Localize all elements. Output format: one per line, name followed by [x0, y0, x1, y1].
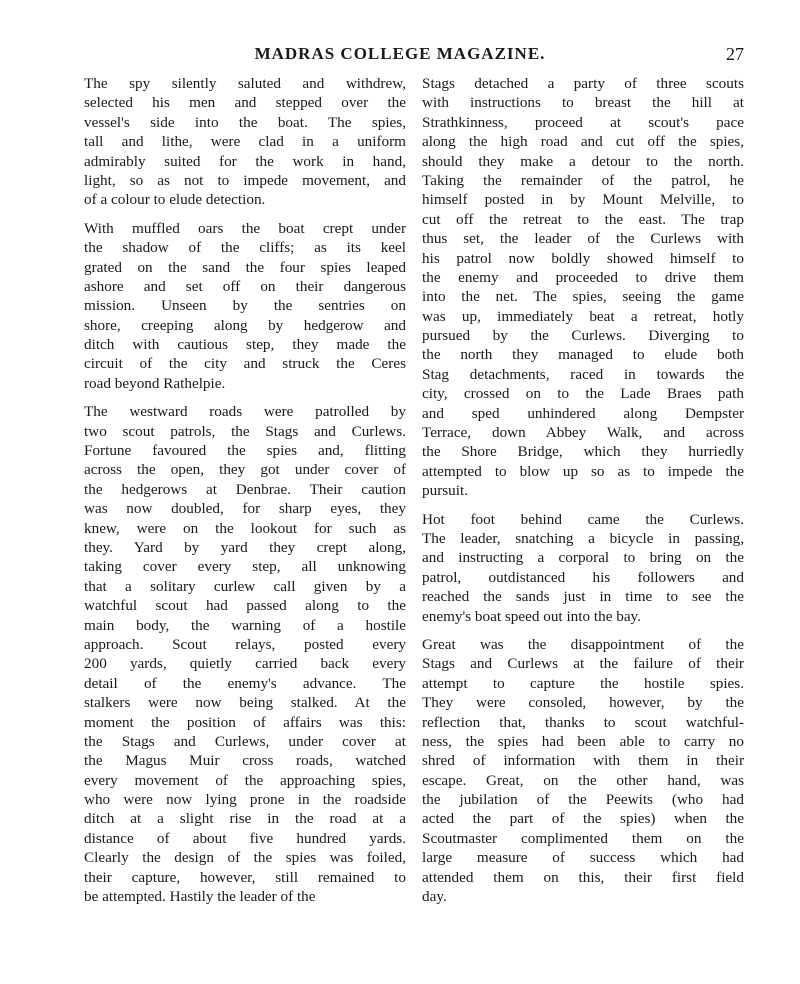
text-line: every movement of the approaching spies,	[84, 771, 406, 789]
text-line: thus set, the leader of the Curlews with	[422, 230, 744, 248]
text-line: the Magus Muir cross roads, watched	[84, 752, 406, 770]
text-line: mission. Unseen by the sentries on	[84, 297, 406, 315]
text-line: taking cover every step, all unknowing	[84, 558, 406, 576]
text-line: into the net. The spies, seeing the game	[422, 288, 744, 306]
paragraph	[422, 74, 744, 501]
text-line: circuit of the city and struck the Ceres	[84, 355, 406, 373]
text-line: the enemy and proceeded to drive them	[422, 268, 744, 286]
text-line: shore, creeping along by hedgerow and	[84, 316, 406, 334]
paragraph	[422, 635, 744, 906]
text-line: attempt to capture the hostile spies.	[422, 674, 744, 692]
text-line: Stags detached a party of three scouts	[422, 75, 744, 92]
text-line: day.	[422, 888, 447, 906]
text-line: light, so as not to impede movement, and	[84, 171, 406, 189]
text-line: two scout patrols, the Stags and Curlews.	[84, 422, 406, 440]
text-line: acted the part of the spies) when the	[422, 810, 744, 828]
paragraph-gap	[422, 626, 744, 635]
paragraph	[84, 74, 406, 210]
paragraph	[84, 402, 406, 906]
text-line: moment the position of affairs was this:	[84, 713, 406, 731]
paragraph-gap	[422, 501, 744, 510]
text-line: The leader, snatching a bicycle in passing,	[422, 529, 744, 547]
right-column	[422, 74, 744, 906]
text-line: Stag detachments, raced in towards the	[422, 365, 744, 383]
text-line: ness, the spies had been able to carry no	[422, 732, 744, 750]
text-line: attended them on this, their first field	[422, 868, 744, 886]
text-line: reached the sands just in time to see the	[422, 588, 744, 606]
text-line: ashore and set off on their dangerous	[84, 277, 406, 295]
text-line: the hedgerows at Denbrae. Their caution	[84, 480, 406, 498]
text-line: With muffled oars the boat crept under	[84, 219, 406, 237]
text-line: main body, the warning of a hostile	[84, 616, 406, 634]
text-line: and sped unhindered along Dempster	[422, 404, 744, 422]
text-line: was up, immediately beat a retreat, hotly	[422, 307, 744, 325]
text-line: across the open, they got under cover of	[84, 461, 406, 479]
text-line: along the high road and cut off the spies,	[422, 133, 744, 151]
text-line: knew, were on the lookout for such as	[84, 519, 406, 537]
text-line: himself posted in by Mount Melville, to	[422, 191, 744, 209]
text-line: the north they managed to elude both	[422, 346, 744, 364]
text-line: that a solitary curlew call given by a	[84, 577, 406, 595]
text-line: with instructions to breast the hill at	[422, 94, 744, 112]
text-line: Stags and Curlews at the failure of their	[422, 655, 744, 673]
text-line: ditch at a slight rise in the road at a	[84, 810, 406, 828]
text-line: large measure of success which had	[422, 849, 744, 867]
text-line: patrol, outdistanced his followers and	[422, 568, 744, 586]
text-line: Fortune favoured the spies and, flitting	[84, 442, 406, 460]
text-line: reflection that, thanks to scout watchful-	[422, 713, 744, 731]
text-line: the shadow of the cliffs; as its keel	[84, 239, 406, 257]
text-line: stalkers were now being stalked. At the	[84, 694, 406, 712]
text-line: approach. Scout relays, posted every	[84, 635, 406, 653]
text-line: of a colour to elude detection.	[84, 191, 266, 209]
text-line: their capture, however, still remained to	[84, 868, 406, 886]
text-line: and instructing a corporal to bring on the	[422, 549, 744, 567]
text-line: pursuit.	[422, 482, 468, 500]
text-line: Taking the remainder of the patrol, he	[422, 171, 744, 189]
text-line: the Shore Bridge, which they hurriedly	[422, 443, 744, 461]
text-line: The westward roads were patrolled by	[84, 403, 406, 421]
text-line: his patrol now boldly showed himself to	[422, 249, 744, 267]
text-line: Terrace, down Abbey Walk, and across	[422, 424, 744, 442]
text-line: escape. Great, on the other hand, was	[422, 771, 744, 789]
text-line: selected his men and stepped over the	[84, 94, 406, 112]
paragraph-gap	[84, 210, 406, 219]
text-line: Scoutmaster complimented them on the	[422, 829, 744, 847]
text-line: they. Yard by yard they crept along,	[84, 538, 406, 556]
text-line: who were now lying prone in the roadside	[84, 791, 406, 809]
text-line: Strathkinness, proceed at scout's pace	[422, 113, 744, 131]
text-line: Clearly the design of the spies was foiled,	[84, 849, 406, 867]
text-line: be attempted. Hastily the leader of the	[84, 888, 316, 906]
text-line: admirably suited for the work in hand,	[84, 152, 406, 170]
text-line: grated on the sand the four spies leaped	[84, 258, 406, 276]
text-line: 200 yards, quietly carried back every	[84, 655, 406, 673]
text-line: attempted to blow up so as to impede the	[422, 462, 744, 480]
paragraph-gap	[84, 393, 406, 402]
text-line: distance of about five hundred yards.	[84, 829, 406, 847]
text-line: ditch with cautious step, they made the	[84, 336, 406, 354]
text-line: Hot foot behind came the Curlews.	[422, 510, 744, 528]
text-line: vessel's side into the boat. The spies,	[84, 113, 406, 131]
text-line: Great was the disappointment of the	[422, 635, 744, 653]
text-line: shred of information with them in their	[422, 752, 744, 770]
text-line: detail of the enemy's advance. The	[84, 674, 406, 692]
paragraph	[84, 219, 406, 394]
text-line: pursued by the Curlews. Diverging to	[422, 327, 744, 345]
page-header-title: MADRAS COLLEGE MAGAZINE.	[254, 44, 546, 63]
text-line: enemy's boat speed out into the bay.	[422, 607, 641, 625]
page-number: 27	[726, 44, 744, 64]
paragraph	[422, 510, 744, 626]
text-line: was now doubled, for sharp eyes, they	[84, 500, 406, 518]
text-line: tall and lithe, were clad in a uniform	[84, 133, 406, 151]
text-line: They were consoled, however, by the	[422, 694, 744, 712]
text-line: the jubilation of the Peewits (who had	[422, 791, 744, 809]
text-line: should they make a detour to the north.	[422, 152, 744, 170]
text-line: The spy silently saluted and withdrew,	[84, 75, 406, 92]
left-column	[84, 74, 406, 906]
text-line: watchful scout had passed along to the	[84, 597, 406, 615]
text-line: the Stags and Curlews, under cover at	[84, 732, 406, 750]
text-line: road beyond Rathelpie.	[84, 374, 226, 392]
text-line: cut off the retreat to the east. The trap	[422, 210, 744, 228]
text-line: city, crossed on to the Lade Braes path	[422, 385, 744, 403]
